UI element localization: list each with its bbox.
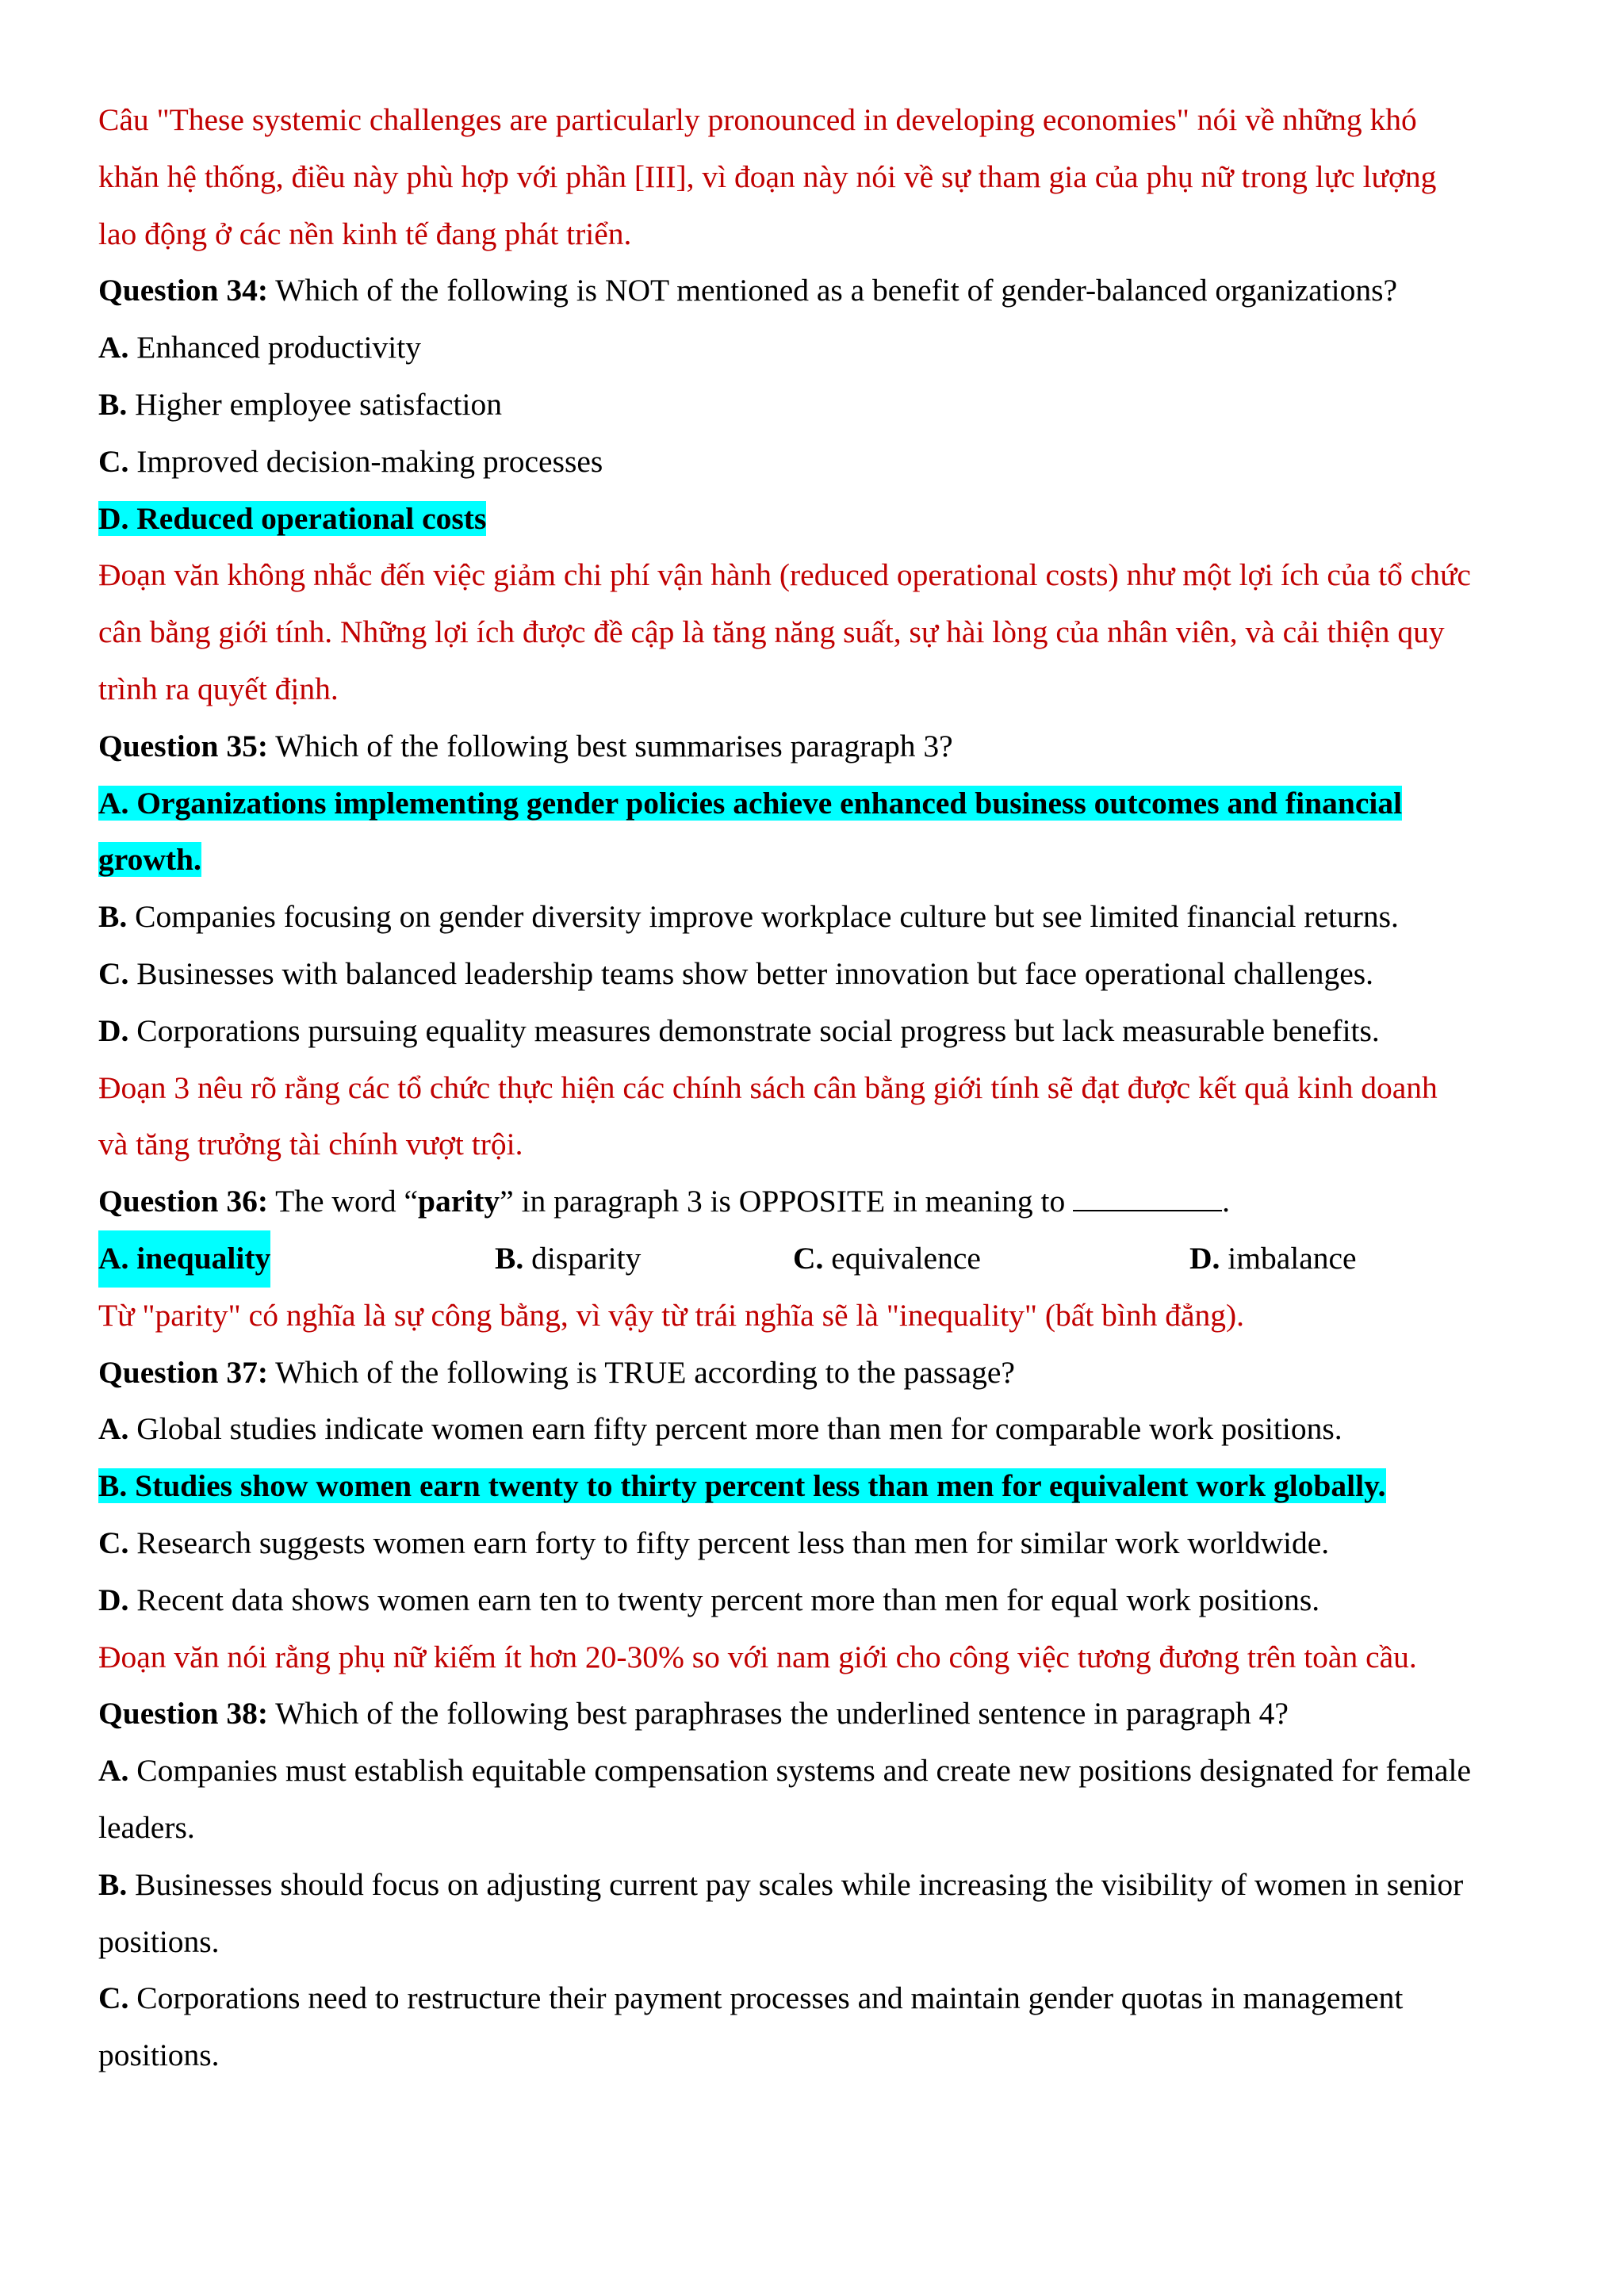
options-row: [98, 1230, 1557, 1288]
explanation-line: Đoạn văn nói rằng phụ nữ kiếm ít hơn 20-30% so với nam giới cho công việc tương đương trên toàn cầu.: [98, 1639, 1417, 1674]
option-letter: D.: [1189, 1240, 1220, 1276]
option-letter: B.: [98, 899, 128, 935]
option-text: Improved decision-making processes: [128, 443, 603, 479]
question-34-stem: [98, 262, 1557, 320]
option-b-correct: [98, 1458, 1557, 1515]
question-text: Which of the following is NOT mentioned as a benefit of gender-balanced organizations?: [267, 273, 1398, 308]
option-b: [495, 1230, 641, 1288]
option-b: [98, 889, 1557, 946]
option-a: [98, 1743, 1557, 1800]
option-b-cont: positions.: [98, 1923, 220, 1959]
option-letter: C.: [98, 955, 129, 991]
option-a: [98, 320, 1557, 377]
option-d: [1189, 1230, 1357, 1288]
option-text: disparity: [523, 1240, 642, 1276]
option-letter: D.: [98, 1582, 129, 1617]
highlighted-answer: B. Studies show women earn twenty to thirty percent less than men for equivalent work globally.: [98, 1468, 1386, 1504]
option-c-cont: positions.: [98, 2038, 220, 2073]
option-a-cont: leaders.: [98, 1809, 195, 1845]
option-text: Global studies indicate women earn fifty percent more than men for comparable work positions.: [128, 1411, 1342, 1447]
explanation-line: Đoạn 3 nêu rõ rằng các tổ chức thực hiện các chính sách cân bằng giới tính sẽ đạt được kết quả kinh doanh: [98, 1070, 1438, 1105]
explanation-line: Câu "These systemic challenges are particularly pronounced in developing economies" nói về những khó: [98, 102, 1417, 137]
option-c: [98, 946, 1557, 1003]
highlighted-answer: A. Organizations implementing gender policies achieve enhanced business outcomes and financial: [98, 785, 1403, 821]
option-letter: A.: [98, 1753, 129, 1789]
option-letter: A.: [98, 1411, 129, 1447]
explanation-line: Từ "parity" có nghĩa là sự công bằng, vì vậy từ trái nghĩa sẽ là "inequality" (bất bình đẳng).: [98, 1297, 1245, 1333]
explanation-line: trình ra quyết định.: [98, 671, 339, 706]
highlighted-answer: growth.: [98, 842, 201, 878]
question-37-stem: [98, 1345, 1557, 1402]
option-letter: C.: [98, 1980, 129, 2016]
explanation-line: cân bằng giới tính. Những lợi ích được đề cập là tăng năng suất, sự hài lòng của nhân viên, và cải thiện quy: [98, 614, 1445, 650]
option-c: [793, 1230, 981, 1288]
question-text: ” in paragraph 3 is OPPOSITE in meaning to: [500, 1184, 1074, 1219]
highlighted-answer: A. inequality: [98, 1230, 270, 1288]
option-letter: D.: [98, 1012, 129, 1048]
question-text: Which of the following best summarises paragraph 3?: [267, 728, 953, 763]
option-a: [98, 1401, 1557, 1458]
option-text: Companies focusing on gender diversity improve workplace culture but see limited financial returns.: [127, 899, 1399, 935]
option-a-correct-cont: [98, 832, 1557, 889]
explanation-line: Đoạn văn không nhắc đến việc giảm chi phí vận hành (reduced operational costs) như một lợi ích của tổ chức: [98, 557, 1471, 593]
option-letter: B.: [98, 386, 128, 422]
question-number: Question 37:: [98, 1354, 268, 1390]
option-a-correct: [98, 775, 1557, 832]
question-38-stem: [98, 1686, 1557, 1743]
option-letter: C.: [98, 1525, 129, 1560]
question-text: Which of the following best paraphrases the underlined sentence in paragraph 4?: [267, 1696, 1289, 1732]
option-d-correct: [98, 491, 1557, 548]
answer-blank: [1073, 1188, 1222, 1211]
option-letter: B.: [98, 1866, 128, 1902]
question-35-stem: [98, 718, 1557, 775]
option-c: [98, 1515, 1557, 1572]
option-text: imbalance: [1220, 1240, 1357, 1276]
question-number: Question 36:: [98, 1184, 268, 1219]
option-d: [98, 1003, 1557, 1060]
option-text: Businesses with balanced leadership teams show better innovation but face operational challenges.: [128, 955, 1374, 991]
question-text: .: [1222, 1184, 1231, 1219]
question-number: Question 38:: [98, 1696, 268, 1732]
question-text: Which of the following is TRUE according to the passage?: [267, 1354, 1015, 1390]
option-text: Enhanced productivity: [128, 330, 421, 365]
keyword: parity: [418, 1184, 500, 1219]
option-letter: C.: [98, 443, 129, 479]
option-text: Businesses should focus on adjusting current pay scales while increasing the visibility of women in senior: [127, 1866, 1464, 1902]
question-number: Question 34:: [98, 273, 268, 308]
option-text: Higher employee satisfaction: [127, 386, 502, 422]
document-page: [98, 92, 1557, 2084]
option-c: [98, 434, 1557, 491]
option-text: Research suggests women earn forty to fifty percent less than men for similar work worldwide.: [128, 1525, 1330, 1560]
option-d: [98, 1572, 1557, 1629]
explanation-line: và tăng trưởng tài chính vượt trội.: [98, 1127, 523, 1162]
option-b: [98, 377, 1557, 434]
question-number: Question 35:: [98, 728, 268, 763]
option-letter: B.: [495, 1240, 524, 1276]
option-text: Companies must establish equitable compensation systems and create new positions designated for female: [128, 1753, 1472, 1789]
explanation-line: lao động ở các nền kinh tế đang phát triển.: [98, 216, 632, 251]
explanation-line: khăn hệ thống, điều này phù hợp với phần [III], vì đoạn này nói về sự tham gia của phụ nữ trong lực lượng: [98, 159, 1437, 194]
option-b: [98, 1857, 1557, 1914]
option-c: [98, 1970, 1557, 2027]
option-text: Corporations need to restructure their payment processes and maintain gender quotas in management: [128, 1980, 1404, 2016]
question-text: The word “: [267, 1184, 419, 1219]
option-text: equivalence: [823, 1240, 981, 1276]
option-text: Corporations pursuing equality measures demonstrate social progress but lack measurable benefits.: [128, 1012, 1380, 1048]
highlighted-answer: D. Reduced operational costs: [98, 500, 487, 536]
option-letter: C.: [793, 1240, 824, 1276]
option-text: Recent data shows women earn ten to twenty percent more than men for equal work positions.: [128, 1582, 1320, 1617]
option-letter: A.: [98, 330, 129, 365]
question-36-stem: [98, 1173, 1557, 1230]
